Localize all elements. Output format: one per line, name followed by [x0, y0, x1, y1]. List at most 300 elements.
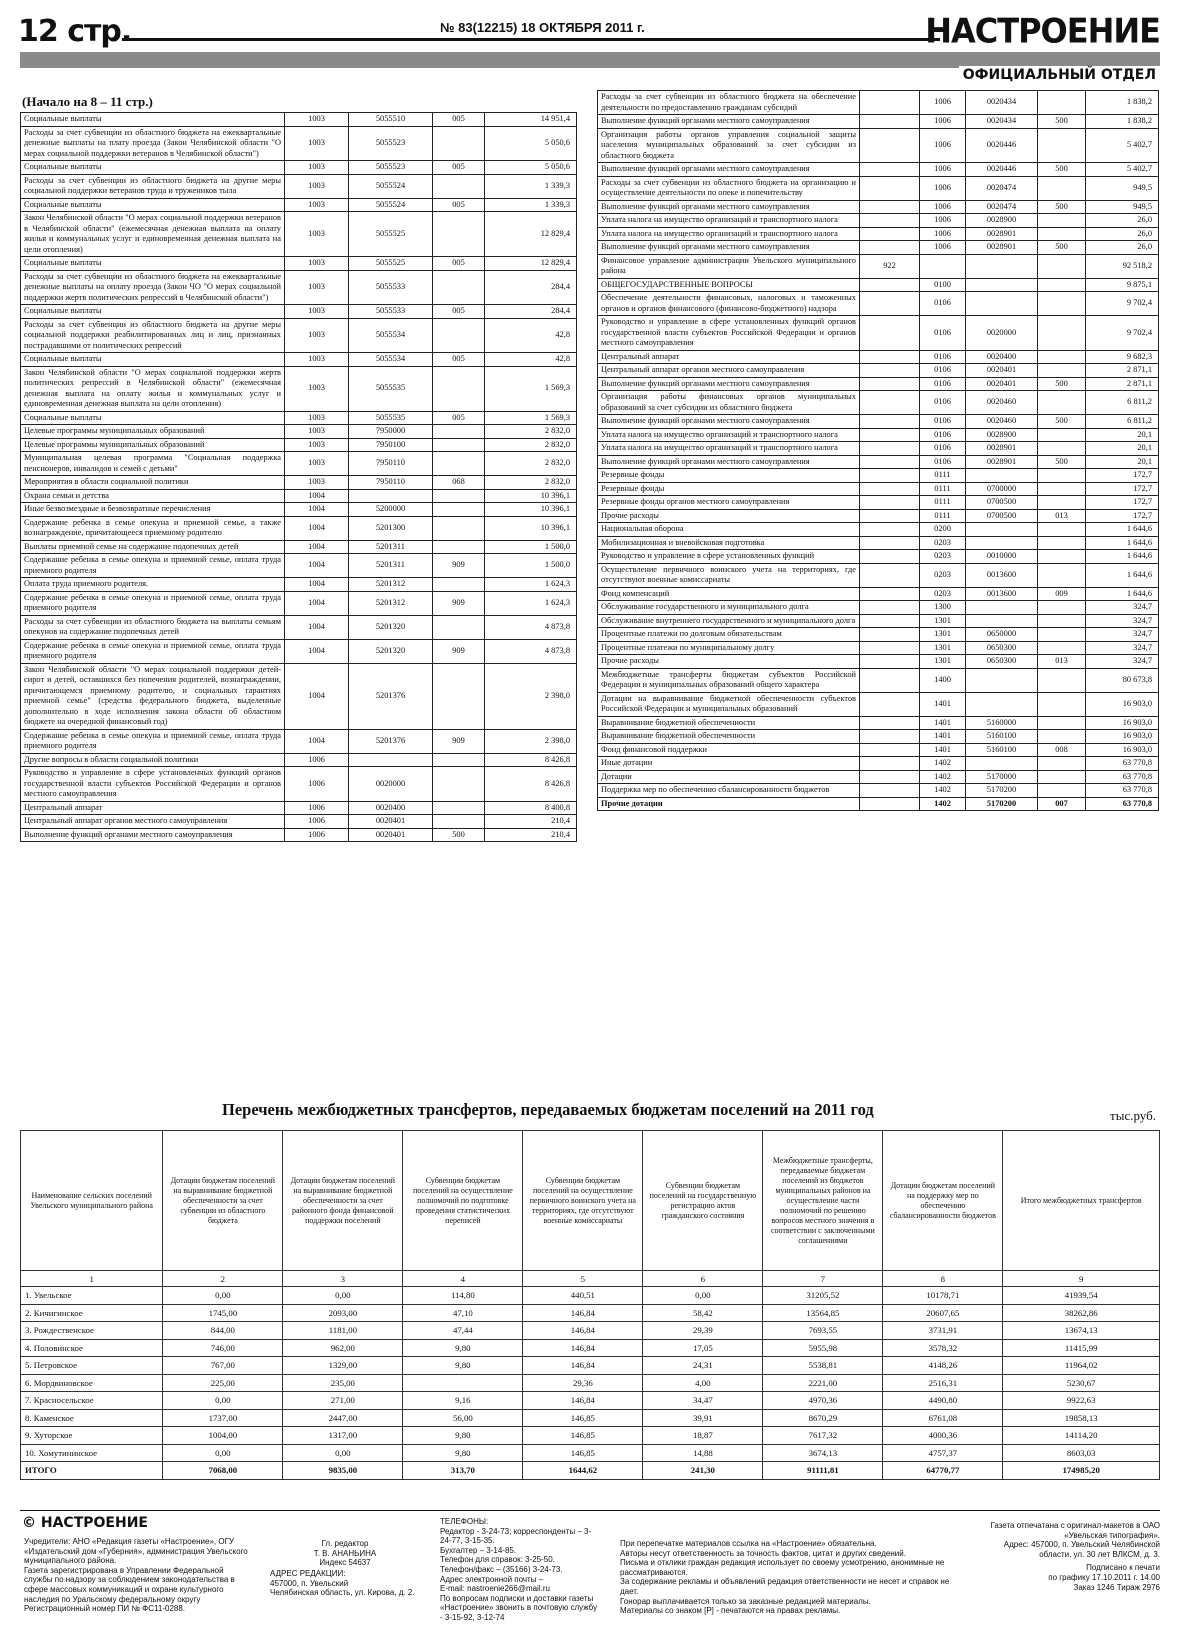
department-code-cell	[860, 163, 920, 177]
target-code-cell: 5160100	[966, 743, 1038, 757]
transfer-value: 7693,55	[763, 1322, 883, 1340]
budget-row	[598, 241, 1159, 255]
item-name-cell: Выплаты приемной семье на содержание подопечных детей	[21, 540, 285, 554]
section-code-cell: 1006	[920, 128, 966, 163]
budget-row	[21, 438, 577, 452]
amount-cell: 1 644,6	[1086, 563, 1159, 587]
transfer-value: 0,00	[163, 1392, 283, 1410]
item-name-cell: Социальные выплаты	[21, 198, 285, 212]
budget-table-right	[597, 90, 1159, 811]
item-name-cell: Выполнение функций органами местного самоуправления	[598, 241, 860, 255]
transfer-value: 0,00	[283, 1444, 403, 1462]
target-code-cell: 0020434	[966, 115, 1038, 129]
target-code-cell: 0020460	[966, 415, 1038, 429]
budget-row	[21, 425, 577, 439]
target-code-cell: 0028901	[966, 227, 1038, 241]
item-name-cell: Социальные выплаты	[21, 305, 285, 319]
expense-type-cell	[433, 489, 485, 503]
transfer-value: 146,84	[523, 1392, 643, 1410]
item-name-cell: Выполнение функций органами местного самоуправления	[21, 828, 285, 842]
item-name-cell: Охрана семьи и детства	[21, 489, 285, 503]
section-code-cell: 0106	[920, 455, 966, 469]
section-code-cell: 1006	[285, 828, 349, 842]
expense-type-cell	[1038, 668, 1086, 692]
amount-cell: 5 050,6	[485, 161, 577, 175]
budget-row	[21, 366, 577, 411]
amount-cell: 42,8	[485, 353, 577, 367]
section-code-cell: 1006	[920, 200, 966, 214]
budget-row	[21, 753, 577, 767]
target-code-cell: 0700000	[966, 482, 1038, 496]
section-code-cell: 1400	[920, 668, 966, 692]
department-code-cell	[860, 455, 920, 469]
target-code-cell: 5055525	[349, 257, 433, 271]
section-code-cell: 1003	[285, 161, 349, 175]
column-number: 4	[403, 1271, 523, 1287]
section-code-cell: 1006	[920, 176, 966, 200]
expense-type-cell	[1038, 614, 1086, 628]
transfer-value: 13674,13	[1003, 1322, 1160, 1340]
item-name-cell: Процентные платежи по долговым обязательствам	[598, 628, 860, 642]
budget-row	[598, 128, 1159, 163]
target-code-cell	[966, 536, 1038, 550]
section-code-cell: 1004	[285, 639, 349, 663]
transfer-value: 56,00	[403, 1409, 523, 1427]
amount-cell: 12 829,4	[485, 212, 577, 257]
amount-cell: 10 396,1	[485, 503, 577, 517]
section-code-cell: 1004	[285, 489, 349, 503]
target-code-cell: 0020401	[349, 828, 433, 842]
transfer-value: 146,84	[523, 1357, 643, 1375]
target-code-cell: 5200000	[349, 503, 433, 517]
expense-type-cell	[1038, 730, 1086, 744]
budget-row	[598, 770, 1159, 784]
department-code-cell	[860, 587, 920, 601]
department-code-cell	[860, 278, 920, 292]
item-name-cell: Выполнение функций органами местного самоуправления	[598, 200, 860, 214]
transfer-value: 6761,08	[883, 1409, 1003, 1427]
item-name-cell: Содержание ребенка в семье опекуна и приемной семье, оплата труда приемного родителя	[21, 729, 285, 753]
target-code-cell	[966, 292, 1038, 316]
transfer-value: 9922,63	[1003, 1392, 1160, 1410]
amount-cell: 12 829,4	[485, 257, 577, 271]
amount-cell: 2 871,1	[1086, 364, 1159, 378]
expense-type-cell	[433, 452, 485, 476]
target-code-cell: 5201311	[349, 540, 433, 554]
printing-text: Газета отпечатана с оригинал-макетов в ОАО «Увельская типография». Адрес: 457000, п. Увельский Челябинской области, ул. 30 лет ВЛКСМ, д. 3.	[990, 1521, 1160, 1559]
department-code-cell	[860, 364, 920, 378]
budget-row	[21, 126, 577, 161]
budget-row	[598, 455, 1159, 469]
amount-cell: 26,0	[1086, 214, 1159, 228]
amount-cell: 172,7	[1086, 509, 1159, 523]
settlement-row	[21, 1339, 1160, 1357]
section-code-cell: 1004	[285, 591, 349, 615]
section-code-cell: 1003	[285, 425, 349, 439]
total-row	[21, 1462, 1160, 1480]
department-code-cell	[860, 770, 920, 784]
column-number: 8	[883, 1271, 1003, 1287]
column-header: Дотации бюджетам поселений на поддержку мер по обеспечению сбалансированности бюджетов	[883, 1131, 1003, 1271]
item-name-cell: Муниципальная целевая программа "Социальная поддержка пенсионеров, инвалидов и семей с детьми"	[21, 452, 285, 476]
total-value: 64770,77	[883, 1462, 1003, 1480]
amount-cell: 5 402,7	[1086, 163, 1159, 177]
item-name-cell: Другие вопросы в области социальной политики	[21, 753, 285, 767]
budget-row	[598, 200, 1159, 214]
transfer-value: 38262,86	[1003, 1304, 1160, 1322]
expense-type-cell	[1038, 784, 1086, 798]
section-code-cell: 1402	[920, 784, 966, 798]
department-code-cell	[860, 757, 920, 771]
amount-cell: 1 644,6	[1086, 550, 1159, 564]
target-code-cell: 5055524	[349, 174, 433, 198]
department-code-cell	[860, 743, 920, 757]
amount-cell: 1 339,3	[485, 198, 577, 212]
budget-row	[21, 767, 577, 802]
registration-text: Газета зарегистрирована в Управлении Федеральной службы по надзору за соблюдением законодательства в сфере массовых коммуникаций и охране культурного наследия по Уральскому федеральному округу	[24, 1565, 235, 1604]
expense-type-cell: 909	[433, 639, 485, 663]
amount-cell: 80 673,8	[1086, 668, 1159, 692]
target-code-cell: 0020000	[966, 316, 1038, 351]
settlement-name: 7. Красносельское	[21, 1392, 163, 1410]
section-code-cell: 1401	[920, 692, 966, 716]
department-code-cell	[860, 469, 920, 483]
expense-type-cell	[1038, 757, 1086, 771]
issue-date: № 83(12215) 18 ОКТЯБРЯ 2011 г.	[440, 20, 645, 35]
section-code-cell: 1006	[920, 91, 966, 115]
transfer-value: 844,00	[163, 1322, 283, 1340]
settlement-name: 3. Рождественское	[21, 1322, 163, 1340]
footer-address: АДРЕС РЕДАКЦИИ: 457000, п. Увельский Челябинская область, ул. Кирова, д. 2.	[270, 1569, 415, 1598]
transfer-value: 47,44	[403, 1322, 523, 1340]
department-code-cell	[860, 482, 920, 496]
item-name-cell: Расходы за счет субвенции из областного бюджета на другие меры социальной поддержки реабилитированных лиц и лиц, признанных пострадавшими от политических репрессий	[21, 318, 285, 353]
budget-row	[598, 668, 1159, 692]
section-code-cell: 1301	[920, 641, 966, 655]
budget-row	[598, 227, 1159, 241]
expense-type-cell: 909	[433, 729, 485, 753]
section-code-cell: 1401	[920, 730, 966, 744]
budget-row	[598, 692, 1159, 716]
transfer-value: 0,00	[283, 1287, 403, 1305]
budget-row	[21, 801, 577, 815]
target-code-cell: 5055524	[349, 198, 433, 212]
budget-row	[598, 163, 1159, 177]
expense-type-cell: 005	[433, 113, 485, 127]
amount-cell: 1 569,3	[485, 411, 577, 425]
budget-row	[21, 270, 577, 305]
section-code-cell: 1003	[285, 126, 349, 161]
settlement-name: 8. Каменское	[21, 1409, 163, 1427]
item-name-cell: Поддержка мер по обеспечению сбалансированности бюджетов	[598, 784, 860, 798]
expense-type-cell	[433, 815, 485, 829]
section-code-cell: 0106	[920, 428, 966, 442]
target-code-cell: 5170000	[966, 770, 1038, 784]
section-code-cell: 1003	[285, 452, 349, 476]
transfer-value: 47,10	[403, 1304, 523, 1322]
department-code-cell	[860, 509, 920, 523]
transfer-value: 29,36	[523, 1374, 643, 1392]
item-name-cell: Содержание ребенка в семье опекуна и приемной семье, а также вознаграждение, причитающееся приемному родителю	[21, 516, 285, 540]
expense-type-cell	[1038, 442, 1086, 456]
amount-cell: 1 500,0	[485, 554, 577, 578]
transfer-value: 767,00	[163, 1357, 283, 1375]
column-header: Итого межбюджетных трансфертов	[1003, 1131, 1160, 1271]
item-name-cell: Расходы за счет субвенции из областного бюджета на ежеквартальные денежные выплаты на оплату проезда (Закон ЧО "О мерах социальной поддержки жертв политических репрессий в Челябинской области")	[21, 270, 285, 305]
settlement-name: 5. Петровское	[21, 1357, 163, 1375]
target-code-cell: 0020401	[966, 364, 1038, 378]
expense-type-cell	[433, 801, 485, 815]
item-name-cell: Мероприятия в области социальной политики	[21, 476, 285, 490]
newspaper-brand: НАСТРОЕНИЕ	[925, 11, 1160, 51]
expense-type-cell: 500	[1038, 241, 1086, 255]
transfer-value: 962,00	[283, 1339, 403, 1357]
expense-type-cell: 500	[1038, 455, 1086, 469]
settlement-row	[21, 1444, 1160, 1462]
section-code-cell: 1004	[285, 516, 349, 540]
amount-cell: 1 644,6	[1086, 523, 1159, 537]
item-name-cell: Дотации на выравнивание бюджетной обеспеченности субъектов Российской Федерации и муниципальных образований	[598, 692, 860, 716]
amount-cell: 9 702,4	[1086, 316, 1159, 351]
expense-type-cell	[433, 212, 485, 257]
section-code-cell: 0106	[920, 391, 966, 415]
budget-row	[21, 113, 577, 127]
expense-type-cell: 005	[433, 353, 485, 367]
section-code-cell: 1006	[920, 241, 966, 255]
item-name-cell: Фонд финансовой поддержки	[598, 743, 860, 757]
total-value: 174985,20	[1003, 1462, 1160, 1480]
total-value: 7068,00	[163, 1462, 283, 1480]
budget-row	[598, 509, 1159, 523]
department-code-cell	[860, 428, 920, 442]
transfer-value: 2447,00	[283, 1409, 403, 1427]
expense-type-cell: 005	[433, 257, 485, 271]
continuation-note: (Начало на 8 – 11 стр.)	[22, 94, 153, 109]
expense-type-cell: 007	[1038, 797, 1086, 811]
amount-cell: 1 569,3	[485, 366, 577, 411]
target-code-cell: 0650300	[966, 655, 1038, 669]
target-code-cell: 5055535	[349, 411, 433, 425]
target-code-cell: 7950000	[349, 425, 433, 439]
target-code-cell: 5160100	[966, 730, 1038, 744]
page-number: 12 стр.	[18, 14, 132, 49]
transfer-value: 9,80	[403, 1357, 523, 1375]
budget-row	[598, 563, 1159, 587]
budget-row	[21, 663, 577, 729]
settlement-name: 4. Половинское	[21, 1339, 163, 1357]
budget-row	[21, 503, 577, 517]
item-name-cell: Руководство и управление в сфере установленных функций	[598, 550, 860, 564]
expense-type-cell	[1038, 350, 1086, 364]
section-code-cell: 1003	[285, 318, 349, 353]
transfer-value: 5538,81	[763, 1357, 883, 1375]
footer-founders	[24, 1537, 254, 1614]
item-name-cell: Центральный аппарат органов местного самоуправления	[598, 364, 860, 378]
section-code-cell: 0106	[920, 350, 966, 364]
department-code-cell	[860, 176, 920, 200]
amount-cell: 14 951,4	[485, 113, 577, 127]
transfer-value: 1737,00	[163, 1409, 283, 1427]
expense-type-cell	[1038, 428, 1086, 442]
target-code-cell	[966, 523, 1038, 537]
section-code-cell: 0203	[920, 563, 966, 587]
item-name-cell: Обслуживание внутреннего государственного и муниципального долга	[598, 614, 860, 628]
budget-row	[21, 615, 577, 639]
transfer-value: 1317,00	[283, 1427, 403, 1445]
section-code-cell: 1003	[285, 174, 349, 198]
budget-row	[598, 482, 1159, 496]
settlement-row	[21, 1392, 1160, 1410]
expense-type-cell: 500	[1038, 163, 1086, 177]
settlement-name: 6. Мордвиновское	[21, 1374, 163, 1392]
settlement-row	[21, 1409, 1160, 1427]
expense-type-cell	[1038, 469, 1086, 483]
transfer-value: 4000,36	[883, 1427, 1003, 1445]
section-code-cell: 0100	[920, 278, 966, 292]
item-name-cell: Уплата налога на имущество организаций и транспортного налога	[598, 442, 860, 456]
section-code-cell: 1402	[920, 770, 966, 784]
budget-row	[21, 411, 577, 425]
transfer-value: 146,85	[523, 1409, 643, 1427]
transfer-value: 31205,52	[763, 1287, 883, 1305]
amount-cell: 16 903,0	[1086, 716, 1159, 730]
transfer-value: 39,91	[643, 1409, 763, 1427]
expense-type-cell: 909	[433, 554, 485, 578]
department-code-cell	[860, 128, 920, 163]
section-code-cell: 1003	[285, 212, 349, 257]
transfer-value: 4970,36	[763, 1392, 883, 1410]
amount-cell: 16 903,0	[1086, 730, 1159, 744]
settlement-row	[21, 1427, 1160, 1445]
amount-cell: 324,7	[1086, 641, 1159, 655]
department-code-cell	[860, 496, 920, 510]
budget-row	[598, 469, 1159, 483]
total-label: ИТОГО	[21, 1462, 163, 1480]
transfer-value: 4757,37	[883, 1444, 1003, 1462]
budget-row	[21, 489, 577, 503]
amount-cell: 6 811,2	[1086, 415, 1159, 429]
item-name-cell: Расходы за счет субвенции из областного бюджета на организацию и осуществление деятельности по опеке и попечительству	[598, 176, 860, 200]
section-code-cell: 1300	[920, 601, 966, 615]
expense-type-cell	[433, 174, 485, 198]
amount-cell: 1 339,3	[485, 174, 577, 198]
department-code-cell	[860, 563, 920, 587]
expense-type-cell	[1038, 91, 1086, 115]
department-code-cell	[860, 668, 920, 692]
section-code-cell: 1003	[285, 366, 349, 411]
item-name-cell: Уплата налога на имущество организаций и транспортного налога	[598, 428, 860, 442]
amount-cell: 92 518,2	[1086, 254, 1159, 278]
expense-type-cell: 009	[1038, 587, 1086, 601]
amount-cell: 949,5	[1086, 176, 1159, 200]
department-code-cell	[860, 377, 920, 391]
budget-row	[21, 815, 577, 829]
expense-type-cell: 068	[433, 476, 485, 490]
amount-cell: 949,5	[1086, 200, 1159, 214]
section-code-cell: 1003	[285, 353, 349, 367]
transfer-value: 0,00	[643, 1287, 763, 1305]
item-name-cell: Иные дотации	[598, 757, 860, 771]
department-code-cell	[860, 730, 920, 744]
amount-cell: 5 050,6	[485, 126, 577, 161]
section-code-cell: 0106	[920, 316, 966, 351]
transfer-value: 4490,80	[883, 1392, 1003, 1410]
department-code-cell	[860, 614, 920, 628]
item-name-cell: Содержание ребенка в семье опекуна и приемной семье, оплата труда приемного родителя	[21, 554, 285, 578]
department-code-cell	[860, 550, 920, 564]
amount-cell: 10 396,1	[485, 489, 577, 503]
department-code-cell	[860, 628, 920, 642]
settlement-name: 9. Хуторское	[21, 1427, 163, 1445]
item-name-cell: Социальные выплаты	[21, 161, 285, 175]
item-name-cell: Межбюджетные трансферты бюджетам субъектов Российской Федерации и муниципальных образований общего характера	[598, 668, 860, 692]
budget-row	[598, 278, 1159, 292]
expense-type-cell	[1038, 482, 1086, 496]
amount-cell: 9 875,1	[1086, 278, 1159, 292]
section-code-cell: 1003	[285, 305, 349, 319]
item-name-cell: Национальная оборона	[598, 523, 860, 537]
item-name-cell: Выполнение функций органами местного самоуправления	[598, 455, 860, 469]
expense-type-cell	[433, 425, 485, 439]
transfer-value: 440,51	[523, 1287, 643, 1305]
item-name-cell: Руководство и управление в сфере установленных функций органов государственной власти субъектов Российской Федерации и органов местного самоуправления	[598, 316, 860, 351]
item-name-cell: Центральный аппарат органов местного самоуправления	[21, 815, 285, 829]
transfers-unit: тыс.руб.	[1110, 1108, 1156, 1123]
item-name-cell: Выполнение функций органами местного самоуправления	[598, 415, 860, 429]
target-code-cell: 0020460	[966, 391, 1038, 415]
budget-row	[598, 628, 1159, 642]
department-code-cell	[860, 91, 920, 115]
amount-cell: 2 398,0	[485, 663, 577, 729]
budget-row	[598, 655, 1159, 669]
item-name-cell: Процентные платежи по муниципальному долгу	[598, 641, 860, 655]
department-code-cell	[860, 350, 920, 364]
footer-phones: ТЕЛЕФОНЫ: Редактор - 3-24-73; корреспонденты – 3-24-77, 3-15-35. Бухгалтер – 3-14-85. Телефон для справок: 3-25-50. Телефон/факс – (35166) 3-24-73. Адрес электронной почты – E-mail: nastroenie266@mail.ru По вопросам подписки и доставки газеты «Настроение» звонить в почтовую службу - 3-15-92, 3-12-74	[440, 1517, 598, 1622]
transfer-value: 146,84	[523, 1322, 643, 1340]
budget-row	[598, 641, 1159, 655]
amount-cell: 172,7	[1086, 482, 1159, 496]
expense-type-cell: 500	[433, 828, 485, 842]
header-rule	[122, 38, 940, 41]
footer-logo: © НАСТРОЕНИЕ	[22, 1515, 148, 1531]
budget-row	[598, 614, 1159, 628]
transfer-value: 4148,26	[883, 1357, 1003, 1375]
section-code-cell: 1301	[920, 628, 966, 642]
budget-row	[598, 350, 1159, 364]
section-code-cell: 1401	[920, 743, 966, 757]
section-code-cell: 1401	[920, 716, 966, 730]
target-code-cell	[966, 601, 1038, 615]
budget-row	[598, 415, 1159, 429]
department-code-cell	[860, 536, 920, 550]
amount-cell: 63 770,8	[1086, 797, 1159, 811]
column-header: Субвенции бюджетам поселений на осуществление первичного воинского учета на территориях, где отсутствуют военные комиссариаты	[523, 1131, 643, 1271]
section-code-cell: 1004	[285, 663, 349, 729]
section-code-cell: 1004	[285, 615, 349, 639]
amount-cell: 172,7	[1086, 496, 1159, 510]
amount-cell: 324,7	[1086, 628, 1159, 642]
transfer-value: 146,84	[523, 1339, 643, 1357]
transfer-value: 34,47	[643, 1392, 763, 1410]
section-code-cell: 0111	[920, 482, 966, 496]
transfer-value: 146,84	[523, 1304, 643, 1322]
item-name-cell: Выполнение функций органами местного самоуправления	[598, 115, 860, 129]
total-value: 313,70	[403, 1462, 523, 1480]
section-title: ОФИЦИАЛЬНЫЙ ОТДЕЛ	[959, 66, 1160, 84]
section-code-cell: 0203	[920, 550, 966, 564]
target-code-cell: 7950100	[349, 438, 433, 452]
section-code-cell: 1003	[285, 270, 349, 305]
